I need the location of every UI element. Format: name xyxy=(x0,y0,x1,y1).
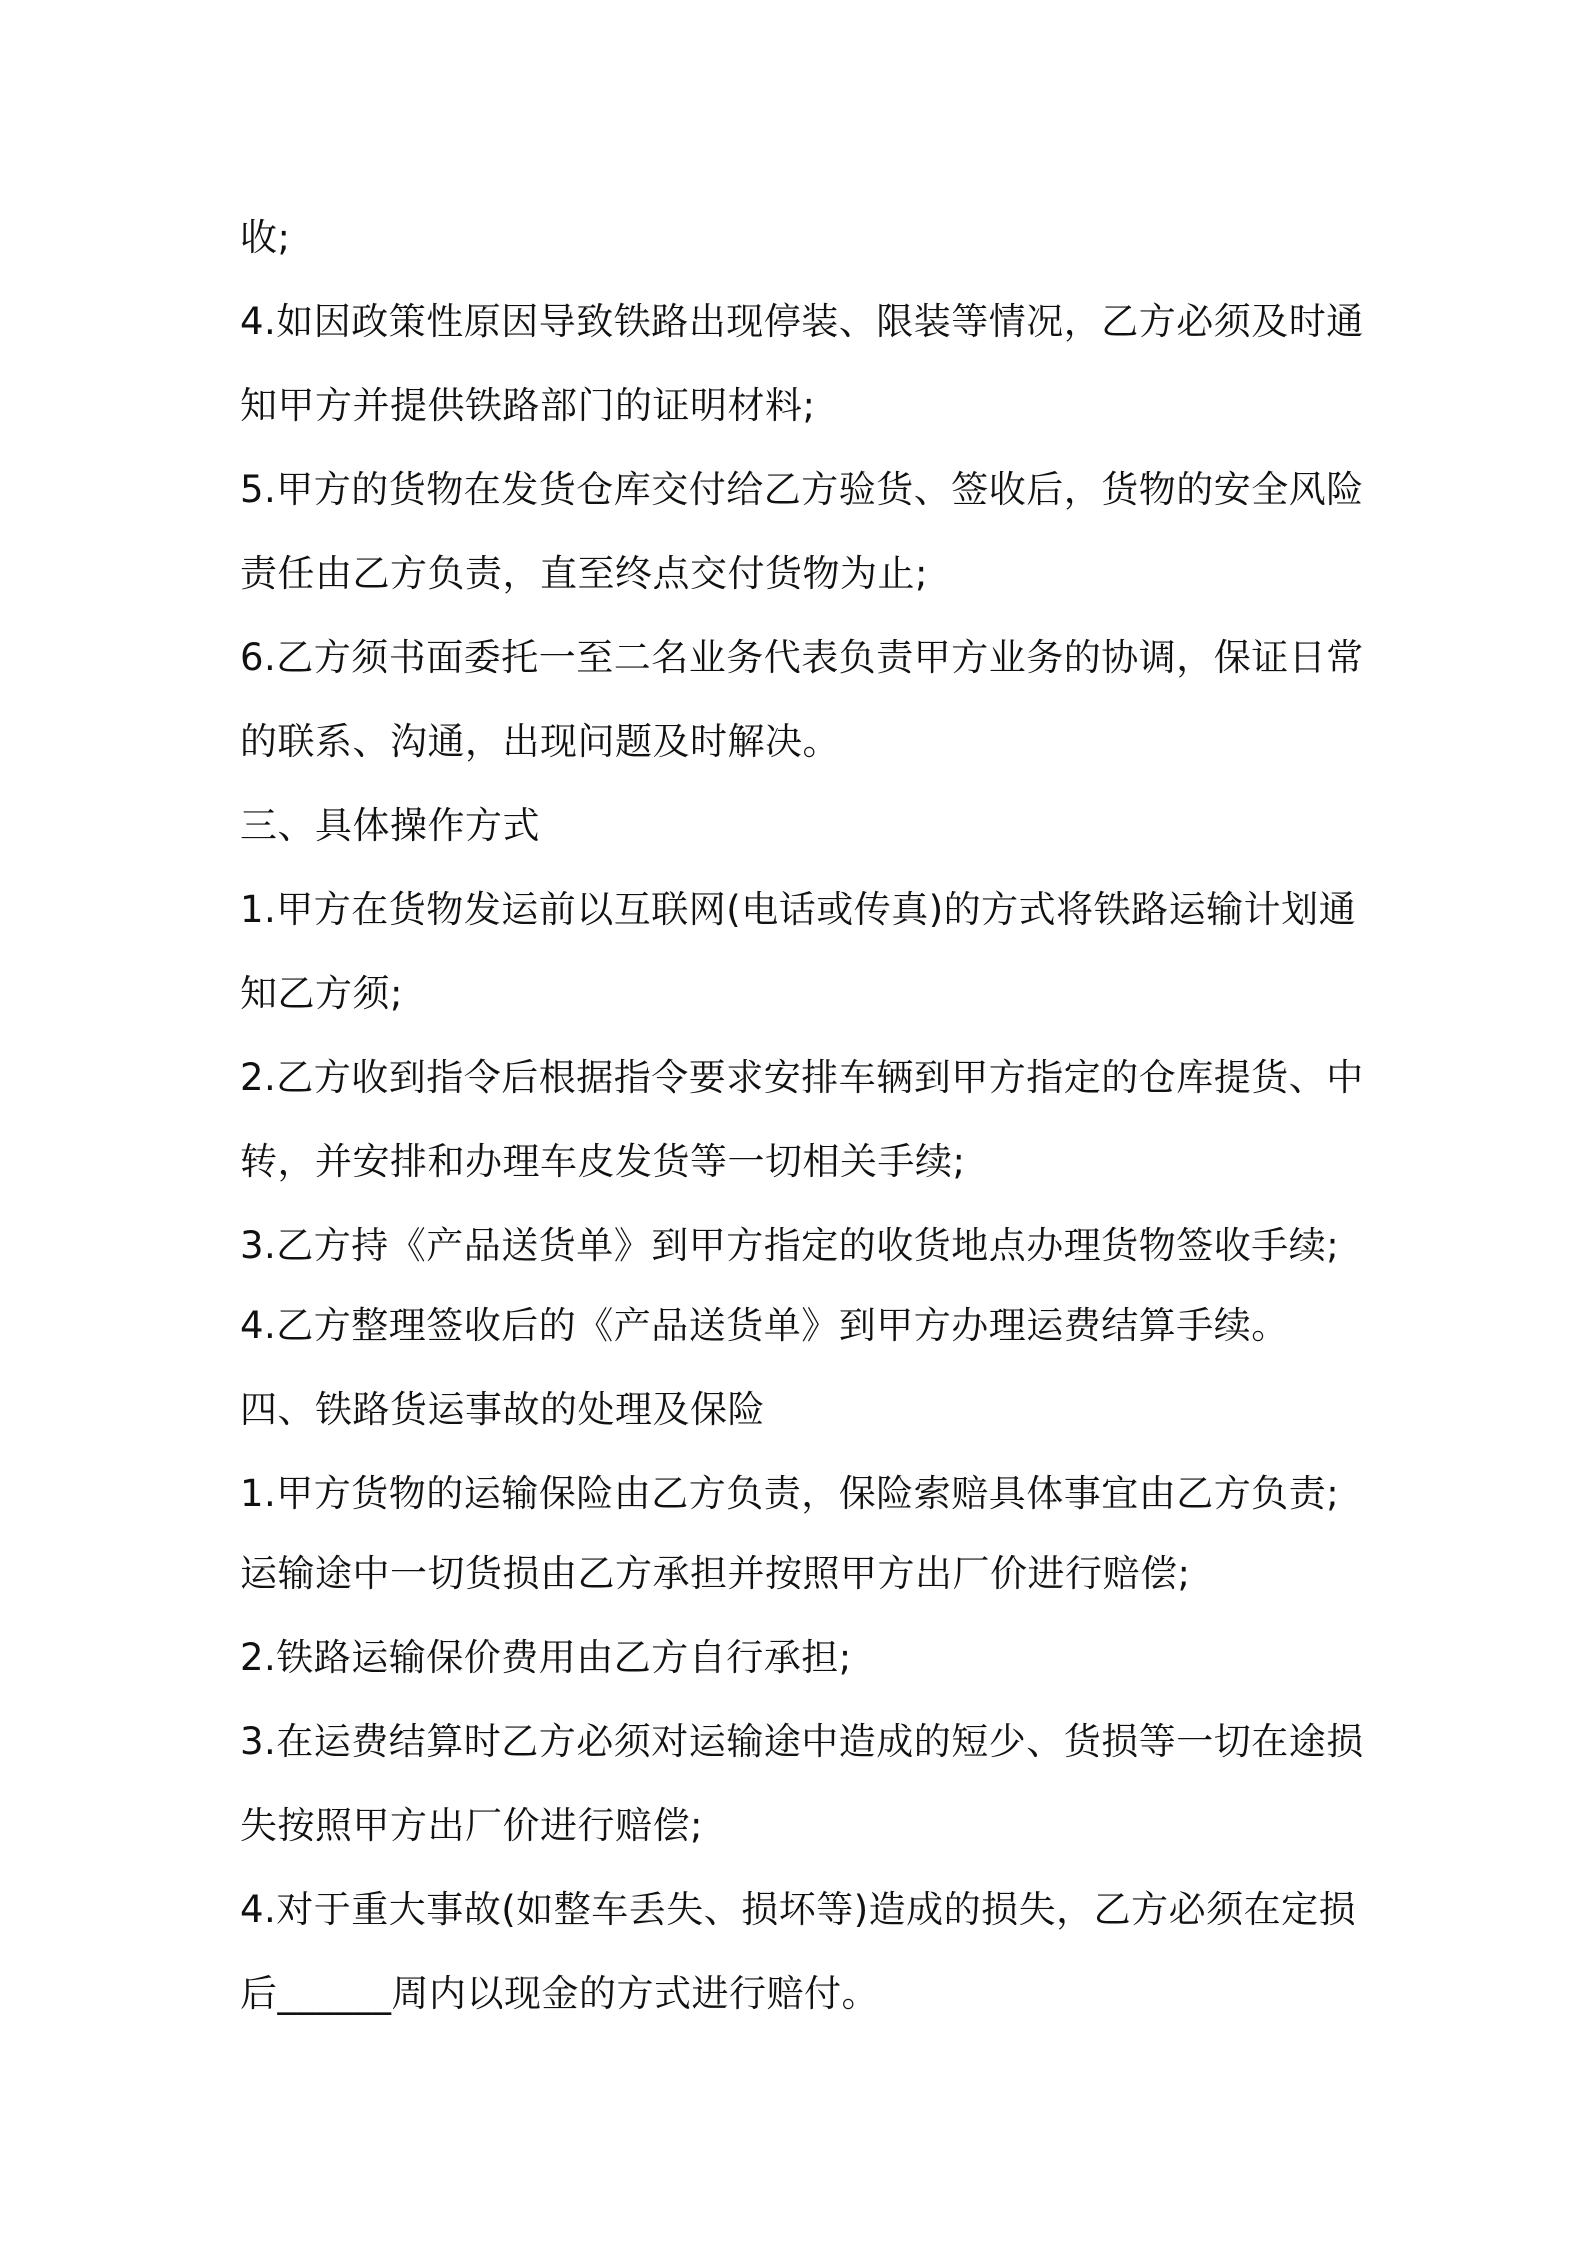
text-line: 4.如因政策性原因导致铁路出现停装、限装等情况，乙方必须及时通 xyxy=(240,300,1364,343)
text-line: 2.乙方收到指令后根据指令要求安排车辆到甲方指定的仓库提货、中 xyxy=(240,1056,1364,1099)
text-line: 收; xyxy=(240,216,291,259)
text-line: 5.甲方的货物在发货仓库交付给乙方验货、签收后，货物的安全风险 xyxy=(240,468,1364,511)
text-line: 运输途中一切货损由乙方承担并按照甲方出厂价进行赔偿; xyxy=(240,1552,1191,1595)
section-heading: 三、具体操作方式 xyxy=(240,804,540,847)
text-line: 失按照甲方出厂价进行赔偿; xyxy=(240,1804,703,1847)
text-line: 1.甲方货物的运输保险由乙方负责，保险索赔具体事宜由乙方负责; xyxy=(240,1472,1340,1515)
text-line: 后______周内以现金的方式进行赔付。 xyxy=(240,1972,879,2015)
text-line: 6.乙方须书面委托一至二名业务代表负责甲方业务的协调，保证日常 xyxy=(240,636,1364,679)
text-line: 4.对于重大事故(如整车丢失、损坏等)造成的损失，乙方必须在定损 xyxy=(240,1888,1357,1931)
text-line: 3.在运费结算时乙方必须对运输途中造成的短少、货损等一切在途损 xyxy=(240,1720,1364,1763)
text-line: 知乙方须; xyxy=(240,972,403,1015)
text-line: 转，并安排和办理车皮发货等一切相关手续; xyxy=(240,1140,966,1183)
text-line: 责任由乙方负责，直至终点交付货物为止; xyxy=(240,552,928,595)
section-heading: 四、铁路货运事故的处理及保险 xyxy=(240,1388,765,1431)
text-line: 1.甲方在货物发运前以互联网(电话或传真)的方式将铁路运输计划通 xyxy=(240,888,1357,931)
text-line: 3.乙方持《产品送货单》到甲方指定的收货地点办理货物签收手续; xyxy=(240,1224,1340,1267)
text-line: 的联系、沟通，出现问题及时解决。 xyxy=(240,720,840,763)
text-line: 知甲方并提供铁路部门的证明材料; xyxy=(240,384,816,427)
text-line: 2.铁路运输保价费用由乙方自行承担; xyxy=(240,1636,852,1679)
text-line: 4.乙方整理签收后的《产品送货单》到甲方办理运费结算手续。 xyxy=(240,1304,1289,1347)
document-body xyxy=(240,196,1364,2036)
